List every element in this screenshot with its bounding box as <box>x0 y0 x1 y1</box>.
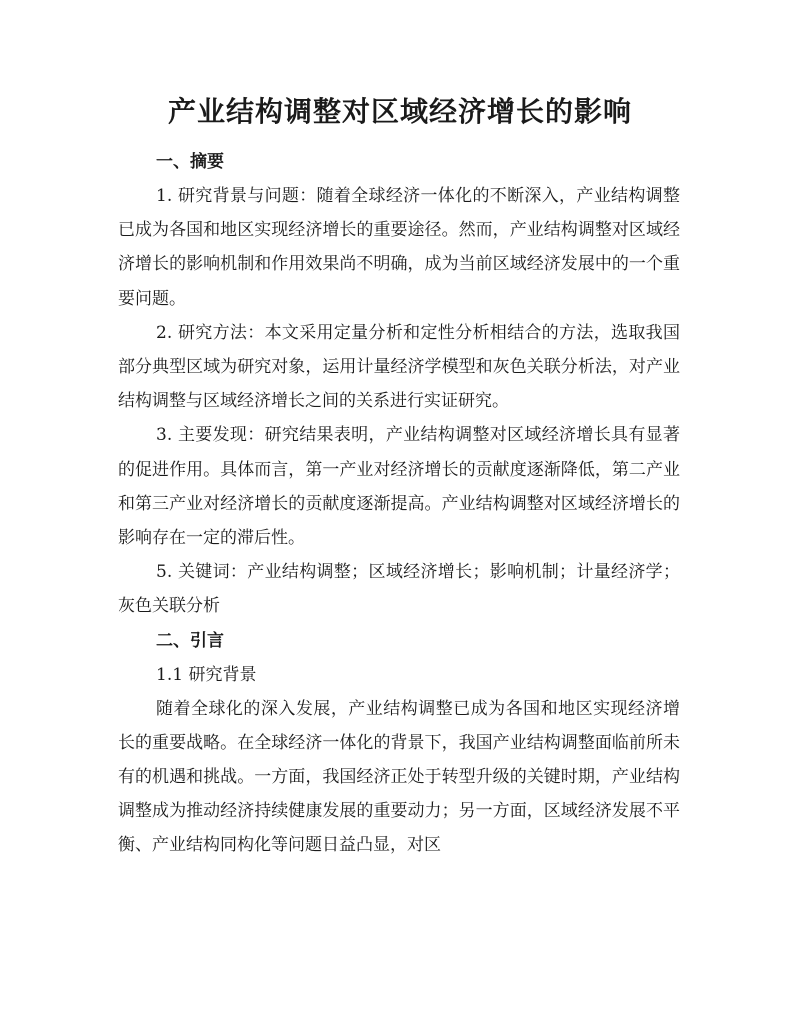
subsection-heading-background: 1.1 研究背景 <box>156 664 257 685</box>
section-heading-introduction: 二、引言 <box>156 630 224 651</box>
abstract-paragraph-findings: 3. 主要发现：研究结果表明，产业结构调整对区域经济增长具有显著的促进作用。具体而言，第一产业对经济增长的贡献度逐渐降低，第二产业和第三产业对经济增长的贡献度逐渐提高。产业结构调整对区域经济增长的影响存在一定的滞后性。 <box>118 425 680 549</box>
document-body <box>118 145 680 863</box>
abstract-paragraph-keywords: 5. 关键词：产业结构调整；区域经济增长；影响机制；计量经济学；灰色关联分析 <box>118 562 680 617</box>
introduction-paragraph: 随着全球化的深入发展，产业结构调整已成为各国和地区实现经济增长的重要战略。在全球经济一体化的背景下，我国产业结构调整面临前所未有的机遇和挑战。一方面，我国经济正处于转型升级的关键时期，产业结构调整成为推动经济持续健康发展的重要动力；另一方面，区域经济发展不平衡、产业结构同构化等问题日益凸显，对区 <box>118 698 680 856</box>
abstract-paragraph-method: 2. 研究方法：本文采用定量分析和定性分析相结合的方法，选取我国部分典型区域为研究对象，运用计量经济学模型和灰色关联分析法，对产业结构调整与区域经济增长之间的关系进行实证研究。 <box>118 322 680 412</box>
abstract-paragraph-background: 1. 研究背景与问题：随着全球经济一体化的不断深入，产业结构调整已成为各国和地区实现经济增长的重要途径。然而，产业结构调整对区域经济增长的影响机制和作用效果尚不明确，成为当前区域经济发展中的一个重要问题。 <box>118 186 680 309</box>
section-heading-abstract: 一、摘要 <box>156 152 224 172</box>
document-title: 产业结构调整对区域经济增长的影响 <box>167 95 632 128</box>
